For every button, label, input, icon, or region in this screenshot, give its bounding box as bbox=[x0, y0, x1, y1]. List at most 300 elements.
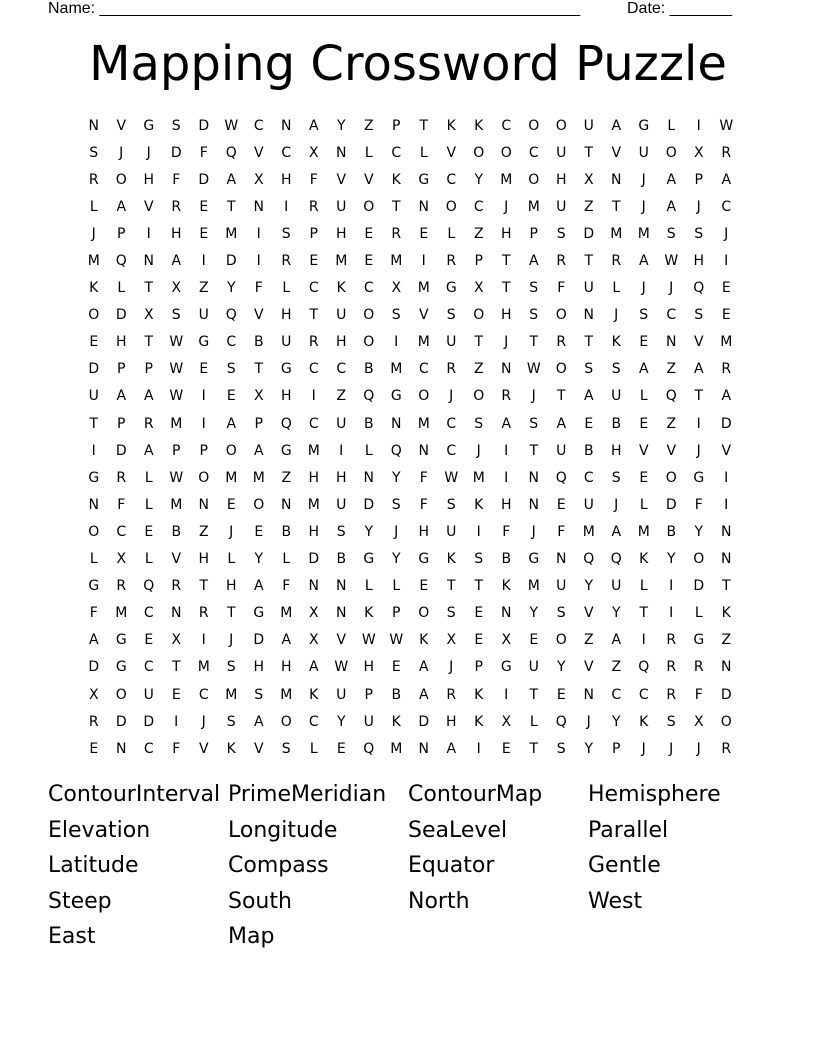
grid-letter: A bbox=[308, 117, 319, 134]
grid-letter: E bbox=[639, 469, 649, 486]
grid-letter: J bbox=[229, 523, 234, 540]
grid-letter: S bbox=[281, 225, 291, 242]
grid-letter: E bbox=[419, 578, 429, 595]
grid-letter: P bbox=[117, 361, 126, 378]
grid-letter: X bbox=[308, 632, 319, 649]
grid-letter: D bbox=[720, 415, 732, 432]
grid-letter: R bbox=[171, 578, 182, 595]
grid-letter: K bbox=[611, 334, 621, 351]
grid-letter: V bbox=[171, 551, 182, 568]
grid-letter: S bbox=[446, 605, 456, 622]
grid-letter: Q bbox=[693, 280, 705, 297]
grid-letter: W bbox=[389, 632, 404, 649]
grid-letter: V bbox=[638, 442, 649, 459]
grid-letter: K bbox=[226, 740, 236, 757]
grid-letter: I bbox=[504, 469, 509, 486]
grid-letter: A bbox=[611, 632, 622, 649]
grid-letter: R bbox=[308, 334, 319, 351]
grid-letter: J bbox=[669, 280, 674, 297]
grid-letter: E bbox=[529, 632, 539, 649]
grid-letter: Y bbox=[391, 551, 401, 568]
grid-letter: H bbox=[308, 469, 320, 486]
grid-letter: S bbox=[391, 496, 401, 513]
grid-letter: T bbox=[144, 280, 154, 297]
grid-letter: J bbox=[614, 496, 619, 513]
grid-letter: Y bbox=[364, 523, 374, 540]
grid-letter: R bbox=[446, 361, 457, 378]
grid-letter: T bbox=[721, 578, 731, 595]
grid-row bbox=[80, 383, 740, 410]
grid-letter: X bbox=[446, 632, 457, 649]
grid-letter: M bbox=[225, 469, 238, 486]
grid-letter: N bbox=[721, 659, 732, 676]
grid-letter: R bbox=[171, 198, 182, 215]
grid-letter: U bbox=[446, 523, 457, 540]
grid-letter: J bbox=[394, 523, 399, 540]
grid-letter: O bbox=[693, 551, 705, 568]
word-list-item: Gentle bbox=[588, 853, 661, 879]
grid-letter: M bbox=[280, 686, 293, 703]
grid-letter: R bbox=[116, 469, 127, 486]
grid-letter: E bbox=[556, 686, 566, 703]
grid-letter: S bbox=[529, 307, 539, 324]
grid-letter: X bbox=[116, 551, 127, 568]
grid-letter: D bbox=[115, 307, 127, 324]
grid-letter: O bbox=[418, 605, 430, 622]
grid-letter: N bbox=[198, 496, 209, 513]
grid-letter: N bbox=[418, 198, 429, 215]
grid-row bbox=[80, 275, 740, 302]
grid-letter: H bbox=[280, 171, 292, 188]
grid-letter: V bbox=[336, 632, 347, 649]
grid-letter: R bbox=[143, 415, 154, 432]
grid-letter: D bbox=[88, 361, 100, 378]
grid-letter: O bbox=[363, 334, 375, 351]
grid-letter: E bbox=[584, 415, 594, 432]
grid-letter: N bbox=[528, 496, 539, 513]
grid-letter: V bbox=[693, 334, 704, 351]
grid-letter: O bbox=[528, 171, 540, 188]
grid-letter: N bbox=[501, 605, 512, 622]
word-list-item: West bbox=[588, 888, 643, 914]
word-list-item: East bbox=[48, 924, 96, 950]
grid-letter: T bbox=[144, 334, 154, 351]
grid-letter: A bbox=[308, 659, 319, 676]
grid-letter: R bbox=[116, 578, 127, 595]
date-field[interactable]: Date: _______ bbox=[627, 0, 732, 17]
grid-letter: E bbox=[199, 225, 209, 242]
grid-letter: L bbox=[144, 469, 153, 486]
grid-letter: X bbox=[253, 171, 264, 188]
grid-letter: X bbox=[253, 388, 264, 405]
grid-row bbox=[80, 166, 740, 193]
grid-letter: U bbox=[363, 713, 374, 730]
grid-letter: M bbox=[280, 605, 293, 622]
grid-letter: O bbox=[555, 632, 567, 649]
grid-letter: D bbox=[693, 578, 705, 595]
grid-letter: K bbox=[721, 605, 731, 622]
grid-letter: X bbox=[693, 713, 704, 730]
grid-letter: J bbox=[696, 442, 701, 459]
grid-letter: X bbox=[171, 280, 182, 297]
grid-letter: Q bbox=[555, 713, 567, 730]
word-list-item: ContourInterval bbox=[48, 782, 221, 807]
grid-letter: V bbox=[583, 605, 594, 622]
grid-letter: Z bbox=[198, 280, 209, 297]
grid-letter: S bbox=[474, 415, 484, 432]
grid-letter: S bbox=[226, 713, 236, 730]
grid-letter: K bbox=[474, 117, 484, 134]
grid-letter: P bbox=[474, 253, 483, 270]
grid-letter: V bbox=[198, 740, 209, 757]
grid-letter: U bbox=[611, 388, 622, 405]
grid-letter: N bbox=[583, 686, 594, 703]
grid-letter: Q bbox=[555, 469, 567, 486]
grid-letter: L bbox=[144, 551, 153, 568]
grid-letter: Q bbox=[143, 578, 155, 595]
grid-letter: M bbox=[335, 253, 348, 270]
grid-letter: A bbox=[611, 117, 622, 134]
grid-letter: A bbox=[446, 740, 457, 757]
grid-letter: T bbox=[391, 198, 401, 215]
grid-letter: A bbox=[693, 361, 704, 378]
grid-letter: N bbox=[418, 442, 429, 459]
grid-letter: W bbox=[169, 388, 184, 405]
grid-letter: F bbox=[694, 686, 703, 703]
grid-letter: T bbox=[171, 659, 181, 676]
grid-letter: C bbox=[308, 280, 319, 297]
word-list bbox=[48, 777, 768, 955]
grid-letter: G bbox=[638, 117, 650, 134]
grid-letter: A bbox=[253, 578, 264, 595]
grid-letter: C bbox=[308, 415, 319, 432]
grid-letter: W bbox=[361, 632, 376, 649]
grid-letter: P bbox=[612, 740, 621, 757]
grid-letter: A bbox=[721, 388, 732, 405]
grid-letter: C bbox=[446, 442, 457, 459]
grid-letter: I bbox=[696, 117, 701, 134]
grid-letter: E bbox=[419, 225, 429, 242]
grid-letter: Q bbox=[390, 442, 402, 459]
grid-letter: O bbox=[225, 442, 237, 459]
grid-letter: Y bbox=[694, 523, 704, 540]
grid-letter: I bbox=[476, 740, 481, 757]
grid-letter: T bbox=[529, 442, 539, 459]
grid-letter: J bbox=[476, 442, 481, 459]
grid-letter: R bbox=[556, 253, 567, 270]
grid-letter: Y bbox=[254, 551, 264, 568]
grid-letter: G bbox=[500, 659, 512, 676]
grid-row bbox=[80, 220, 740, 247]
grid-letter: B bbox=[281, 523, 292, 540]
grid-letter: C bbox=[446, 171, 457, 188]
grid-letter: M bbox=[390, 740, 403, 757]
grid-letter: J bbox=[531, 388, 536, 405]
grid-letter: R bbox=[693, 659, 704, 676]
grid-letter: T bbox=[584, 334, 594, 351]
grid-letter: J bbox=[696, 198, 701, 215]
grid-letter: N bbox=[666, 334, 677, 351]
grid-letter: A bbox=[638, 253, 649, 270]
grid-letter: L bbox=[392, 578, 401, 595]
grid-letter: G bbox=[280, 361, 292, 378]
grid-letter: L bbox=[227, 551, 236, 568]
grid-letter: G bbox=[390, 388, 402, 405]
grid-letter: S bbox=[584, 361, 594, 378]
grid-letter: D bbox=[225, 253, 237, 270]
grid-letter: I bbox=[696, 415, 701, 432]
grid-letter: Y bbox=[584, 740, 594, 757]
grid-letter: J bbox=[669, 740, 674, 757]
grid-letter: U bbox=[336, 496, 347, 513]
grid-letter: N bbox=[363, 469, 374, 486]
grid-letter: V bbox=[666, 442, 677, 459]
grid-letter: C bbox=[473, 198, 484, 215]
grid-letter: N bbox=[171, 605, 182, 622]
grid-letter: A bbox=[281, 632, 292, 649]
grid-letter: H bbox=[445, 713, 457, 730]
grid-letter: K bbox=[364, 605, 374, 622]
grid-letter: A bbox=[116, 198, 127, 215]
grid-letter: U bbox=[528, 659, 539, 676]
grid-letter: P bbox=[172, 442, 181, 459]
grid-letter: G bbox=[528, 551, 540, 568]
grid-letter: O bbox=[473, 388, 485, 405]
grid-letter: C bbox=[143, 659, 154, 676]
grid-letter: L bbox=[639, 578, 648, 595]
grid-letter: T bbox=[474, 578, 484, 595]
grid-letter: J bbox=[504, 198, 509, 215]
grid-letter: W bbox=[169, 469, 184, 486]
grid-letter: V bbox=[336, 171, 347, 188]
grid-letter: E bbox=[309, 253, 319, 270]
grid-letter: F bbox=[89, 605, 98, 622]
grid-letter: N bbox=[528, 469, 539, 486]
grid-letter: W bbox=[169, 334, 184, 351]
grid-letter: E bbox=[364, 253, 374, 270]
word-list-item: Steep bbox=[48, 888, 112, 914]
grid-row bbox=[80, 112, 740, 139]
grid-letter: X bbox=[391, 280, 402, 297]
grid-letter: T bbox=[584, 253, 594, 270]
grid-letter: V bbox=[583, 659, 594, 676]
grid-letter: F bbox=[117, 496, 126, 513]
letter-grid bbox=[80, 112, 740, 762]
word-list-item: SeaLevel bbox=[408, 817, 508, 843]
grid-letter: N bbox=[418, 740, 429, 757]
grid-letter: C bbox=[308, 361, 319, 378]
grid-letter: I bbox=[669, 605, 674, 622]
grid-letter: B bbox=[336, 551, 347, 568]
grid-letter: K bbox=[336, 280, 346, 297]
grid-row bbox=[80, 708, 740, 735]
grid-letter: Q bbox=[363, 388, 375, 405]
grid-letter: Q bbox=[225, 144, 237, 161]
grid-letter: A bbox=[501, 415, 512, 432]
grid-letter: E bbox=[391, 659, 401, 676]
grid-letter: M bbox=[500, 171, 513, 188]
grid-letter: S bbox=[556, 740, 566, 757]
grid-letter: E bbox=[89, 334, 99, 351]
grid-letter: R bbox=[391, 225, 402, 242]
grid-row bbox=[80, 518, 740, 545]
grid-letter: V bbox=[611, 144, 622, 161]
grid-letter: L bbox=[667, 117, 676, 134]
grid-letter: L bbox=[364, 578, 373, 595]
grid-letter: X bbox=[501, 713, 512, 730]
grid-row bbox=[80, 735, 740, 762]
grid-letter: D bbox=[143, 713, 155, 730]
grid-letter: T bbox=[226, 198, 236, 215]
grid-letter: G bbox=[88, 578, 100, 595]
grid-letter: X bbox=[143, 307, 154, 324]
grid-letter: S bbox=[89, 144, 99, 161]
grid-letter: M bbox=[115, 605, 128, 622]
header bbox=[48, 0, 748, 20]
grid-letter: D bbox=[198, 171, 210, 188]
grid-letter: Y bbox=[336, 117, 346, 134]
grid-letter: F bbox=[502, 523, 511, 540]
grid-letter: M bbox=[225, 225, 238, 242]
grid-letter: G bbox=[88, 469, 100, 486]
grid-letter: V bbox=[253, 144, 264, 161]
grid-letter: E bbox=[639, 334, 649, 351]
grid-letter: U bbox=[336, 686, 347, 703]
name-field[interactable]: Name: ______________________________________________________ bbox=[48, 0, 581, 17]
grid-letter: J bbox=[641, 198, 646, 215]
grid-letter: Z bbox=[473, 225, 484, 242]
grid-letter: S bbox=[529, 415, 539, 432]
grid-letter: M bbox=[472, 469, 485, 486]
grid-letter: Z bbox=[336, 388, 347, 405]
grid-letter: K bbox=[474, 713, 484, 730]
grid-letter: T bbox=[694, 388, 704, 405]
grid-letter: T bbox=[474, 334, 484, 351]
grid-letter: K bbox=[639, 713, 649, 730]
grid-letter: N bbox=[391, 415, 402, 432]
grid-letter: O bbox=[555, 361, 567, 378]
grid-letter: B bbox=[666, 523, 677, 540]
grid-letter: H bbox=[693, 253, 705, 270]
grid-letter: I bbox=[201, 632, 206, 649]
grid-letter: H bbox=[363, 659, 375, 676]
grid-letter: H bbox=[170, 225, 182, 242]
grid-letter: E bbox=[254, 523, 264, 540]
grid-letter: J bbox=[449, 659, 454, 676]
grid-letter: H bbox=[308, 523, 320, 540]
grid-letter: X bbox=[171, 632, 182, 649]
grid-letter: Z bbox=[583, 632, 594, 649]
grid-letter: I bbox=[201, 388, 206, 405]
grid-letter: O bbox=[363, 307, 375, 324]
page-title: Mapping Crossword Puzzle bbox=[89, 36, 727, 92]
grid-letter: G bbox=[693, 469, 705, 486]
grid-letter: I bbox=[256, 253, 261, 270]
grid-letter: L bbox=[282, 551, 291, 568]
grid-letter: C bbox=[143, 740, 154, 757]
grid-letter: C bbox=[363, 280, 374, 297]
grid-letter: X bbox=[583, 171, 594, 188]
word-list-item: Longitude bbox=[228, 817, 338, 843]
grid-letter: Y bbox=[611, 713, 621, 730]
grid-letter: S bbox=[611, 361, 621, 378]
grid-letter: U bbox=[583, 117, 594, 134]
grid-letter: W bbox=[719, 117, 734, 134]
grid-letter: J bbox=[119, 144, 124, 161]
grid-letter: Q bbox=[583, 551, 595, 568]
grid-letter: P bbox=[117, 225, 126, 242]
grid-letter: H bbox=[198, 551, 210, 568]
grid-letter: D bbox=[198, 117, 210, 134]
grid-letter: T bbox=[529, 740, 539, 757]
grid-letter: K bbox=[474, 686, 484, 703]
grid-letter: N bbox=[281, 117, 292, 134]
grid-letter: G bbox=[693, 632, 705, 649]
grid-letter: J bbox=[641, 740, 646, 757]
grid-letter: T bbox=[556, 388, 566, 405]
grid-letter: B bbox=[363, 415, 374, 432]
grid-letter: D bbox=[88, 659, 100, 676]
grid-letter: A bbox=[226, 415, 237, 432]
grid-row bbox=[80, 600, 740, 627]
grid-letter: Z bbox=[666, 361, 677, 378]
grid-letter: O bbox=[280, 713, 292, 730]
grid-letter: E bbox=[171, 686, 181, 703]
grid-letter: H bbox=[143, 171, 155, 188]
grid-letter: M bbox=[390, 253, 403, 270]
grid-letter: R bbox=[721, 740, 732, 757]
grid-letter: U bbox=[143, 686, 154, 703]
grid-letter: R bbox=[281, 253, 292, 270]
grid-letter: D bbox=[665, 496, 677, 513]
grid-letter: X bbox=[308, 144, 319, 161]
grid-letter: U bbox=[336, 198, 347, 215]
grid-letter: O bbox=[445, 198, 457, 215]
grid-letter: C bbox=[143, 605, 154, 622]
grid-letter: C bbox=[446, 415, 457, 432]
grid-letter: M bbox=[307, 442, 320, 459]
grid-letter: H bbox=[280, 307, 292, 324]
grid-letter: W bbox=[224, 117, 239, 134]
grid-letter: C bbox=[611, 686, 622, 703]
grid-letter: M bbox=[87, 253, 100, 270]
grid-row bbox=[80, 139, 740, 166]
grid-letter: A bbox=[638, 361, 649, 378]
grid-letter: S bbox=[556, 605, 566, 622]
grid-letter: C bbox=[391, 144, 402, 161]
grid-letter: V bbox=[253, 307, 264, 324]
grid-letter: Y bbox=[391, 469, 401, 486]
grid-letter: W bbox=[169, 361, 184, 378]
grid-letter: Y bbox=[556, 659, 566, 676]
grid-letter: T bbox=[529, 686, 539, 703]
grid-letter: O bbox=[473, 307, 485, 324]
grid-letter: H bbox=[555, 171, 567, 188]
grid-letter: M bbox=[637, 225, 650, 242]
grid-letter: L bbox=[639, 496, 648, 513]
grid-row bbox=[80, 654, 740, 681]
grid-letter: U bbox=[556, 144, 567, 161]
word-list-item: North bbox=[408, 888, 470, 914]
grid-letter: J bbox=[504, 334, 509, 351]
grid-letter: M bbox=[582, 523, 595, 540]
grid-letter: T bbox=[446, 578, 456, 595]
grid-letter: U bbox=[556, 198, 567, 215]
grid-letter: O bbox=[418, 388, 430, 405]
grid-letter: I bbox=[669, 578, 674, 595]
grid-letter: B bbox=[391, 686, 402, 703]
grid-letter: O bbox=[665, 144, 677, 161]
